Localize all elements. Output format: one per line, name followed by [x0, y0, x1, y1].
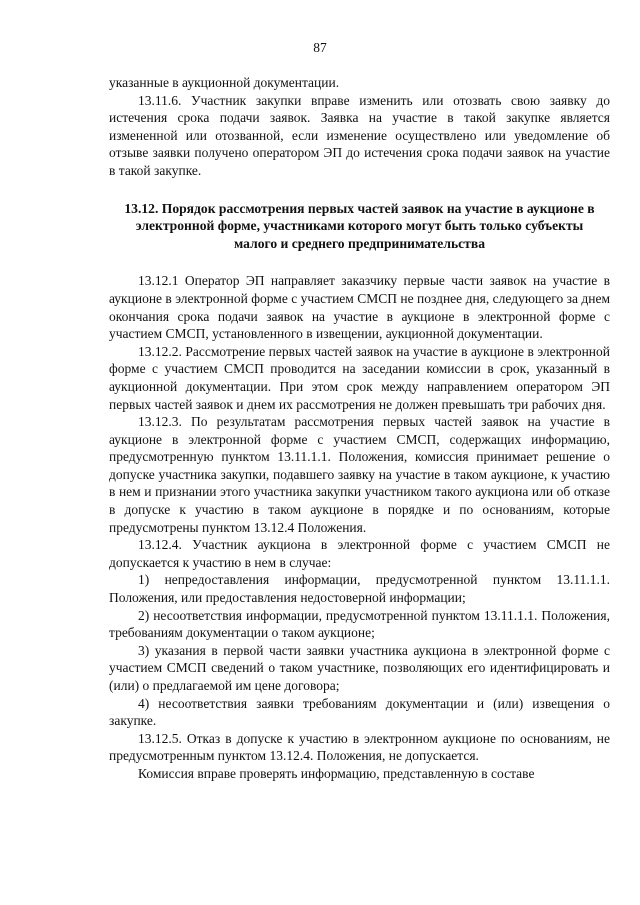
list-item-4: 4) несоответствия заявки требованиям документации и (или) извещения о закупке.: [109, 695, 610, 729]
paragraph-13-12-3: 13.12.3. По результатам рассмотрения первых частей заявок на участие в аукционе в электронной форме с участием СМСП, содержащих информацию, предусмотренную пунктом 13.11.1.1. Положения, комиссия принимает решение о допуске участника закупки, подавшего заявку на участие в таком аукционе, к участию в нем и признании этого участника закупки участником такого аукциона или об отказе в допуске к участию в таком аукционе в порядке и по основаниям, которые предусмотрены пунктом 13.12.4 Положения.: [109, 414, 610, 535]
page-number: 87: [313, 40, 327, 55]
paragraph-13-11-6: 13.11.6. Участник закупки вправе изменить или отозвать свою заявку до истечения срока подачи заявок. Заявка на участие в такой закупке является измененной или отозванной, если изменение осуществлено или уведомление об отзыве заявки получено оператором ЭП до истечения срока подачи заявок на участие в такой закупке.: [109, 92, 610, 178]
list-item-1: 1) непредоставления информации, предусмотренной пунктом 13.11.1.1. Положения, или предоставления недостоверной информации;: [109, 572, 610, 606]
list-item-3: 3) указания в первой части заявки участника аукциона в электронной форме с участием СМСП сведений о таком участнике, позволяющих его идентифицировать и (или) о предлагаемой им цене договора;: [109, 642, 610, 693]
list-item-2: 2) несоответствия информации, предусмотренной пунктом 13.11.1.1. Положения, требованиям документации о таком аукционе;: [109, 607, 610, 641]
paragraph-continuation: указанные в аукционной документации.: [109, 75, 340, 90]
section-heading-13-12: 13.12. Порядок рассмотрения первых частей заявок на участие в аукционе в электронной форме, участниками которого могут быть только субъекты малого и среднего предпринимательства: [124, 200, 595, 251]
paragraph-commission: Комиссия вправе проверять информацию, представленную в составе: [138, 765, 535, 781]
paragraph-13-12-4: 13.12.4. Участник аукциона в электронной форме с участием СМСП не допускается к участию в нем в случае:: [109, 537, 610, 570]
paragraph-13-12-2: 13.12.2. Рассмотрение первых частей заявок на участие в аукционе в электронной форме с участием СМСП проводится на заседании комиссии в срок, указанный в аукционной документации. При этом срок между направлением оператором ЭП первых частей заявок и днем их рассмотрения не должен превышать три рабочих дня.: [109, 343, 610, 412]
paragraph-13-12-5: 13.12.5. Отказ в допуске к участию в электронном аукционе по основаниям, не предусмотренным пунктом 13.12.4. Положения, не допускается.: [109, 730, 610, 764]
document-body: [109, 74, 610, 783]
paragraph-13-12-1: 13.12.1 Оператор ЭП направляет заказчику первые части заявок на участие в аукционе в электронной форме с участием СМСП не позднее дня, следующего за днем окончания срока подачи заявок на участие в аукционе в электронной форме с участием СМСП, установленного в извещении, аукционной документации.: [109, 273, 610, 342]
